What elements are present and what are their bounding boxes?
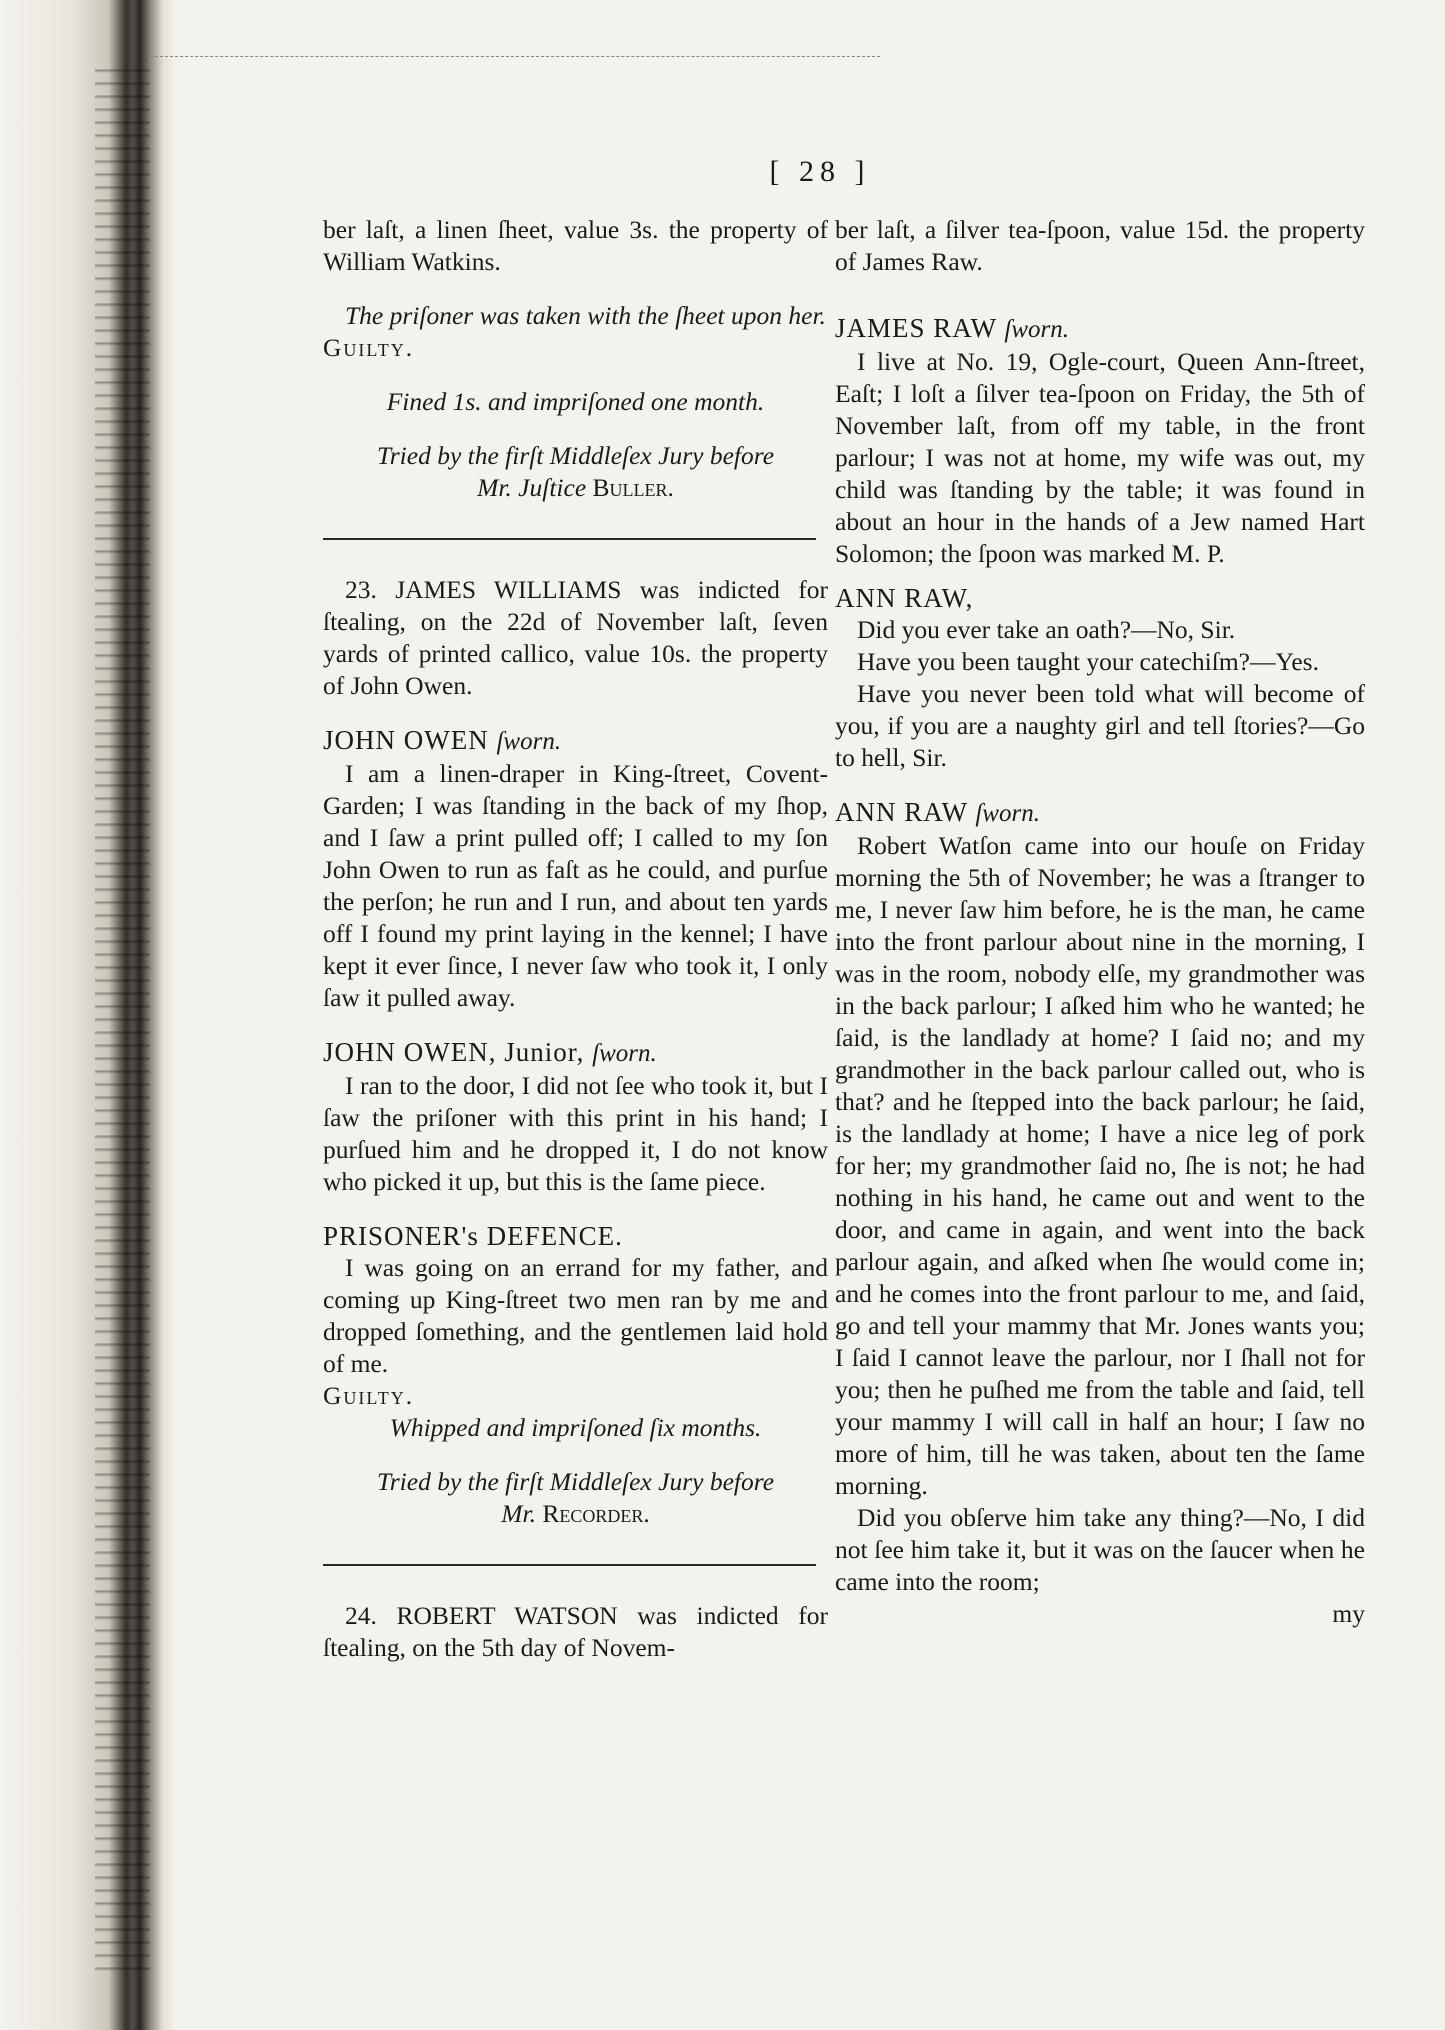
trial-note xyxy=(323,1466,828,1530)
witness-name: JOHN OWEN xyxy=(323,725,489,755)
sentence: Fined 1s. and impriſoned one month. xyxy=(386,387,765,416)
examination-line: Did you obſerve him take any thing?—No, I did not ſee him take it, but it was on the ſaucer when he came into the room; xyxy=(835,1503,1365,1596)
sentence: Whipped and impriſoned ſix months. xyxy=(389,1413,762,1442)
case-23-indictment: 23. JAMES WILLIAMS was indicted for ſtealing, on the 22d of November laſt, ſeven yards of printed callico, value 10s. the property of John Owen. xyxy=(323,575,828,700)
sworn-label: ſworn. xyxy=(592,1040,657,1067)
defence-heading: PRISONER's DEFENCE. xyxy=(323,1221,623,1251)
continued-paragraph: ber laſt, a linen ſheet, value 3s. the property of William Watkins. xyxy=(323,215,828,276)
sworn-label: ſworn. xyxy=(496,728,562,755)
binding-stitch-marks xyxy=(95,60,150,1980)
sworn-label: ſworn. xyxy=(1004,316,1069,343)
top-edge-rule xyxy=(150,56,880,57)
witness-heading xyxy=(323,1036,828,1070)
trial-note xyxy=(323,440,828,504)
trial-note-judge-title: Mr. xyxy=(501,1499,536,1528)
trial-note-text: Tried by the firſt Middleſex Jury before xyxy=(376,1467,775,1496)
examination-line: Did you ever take an oath?—No, Sir. xyxy=(857,615,1236,644)
right-column xyxy=(835,214,1365,1630)
trial-note-judge-name: Buller. xyxy=(592,473,674,502)
page-number: [ 28 ] xyxy=(769,155,871,188)
witness-name: ANN RAW xyxy=(835,797,968,827)
witness-heading xyxy=(323,724,828,758)
witness-name: JOHN OWEN, Junior, xyxy=(323,1037,585,1067)
case-24-indictment: 24. ROBERT WATSON was indicted for ſtealing, on the 5th day of Novem- xyxy=(323,1601,828,1662)
trial-note-judge-title: Mr. Juſtice xyxy=(477,473,587,502)
witness-testimony: I live at No. 19, Ogle-court, Queen Ann-ſtreet, Eaſt; I loſt a ſilver tea-ſpoon on Friday, the 5th of November laſt, from off my table, in the front parlour; I was not at home, my wife was out, my child was ſtanding by the table; it was found in about an hour in the hands of a Jew named Hart Solomon; the ſpoon was marked M. P. xyxy=(835,347,1365,568)
trial-note-text: Tried by the firſt Middleſex Jury before xyxy=(376,441,775,470)
witness-heading: ANN RAW, xyxy=(835,583,974,613)
examination-line: Have you been taught your catechiſm?—Yes. xyxy=(857,647,1319,676)
witness-name: JAMES RAW xyxy=(835,313,997,343)
examination-line: Have you never been told what will become of you, if you are a naughty girl and tell ſtories?—Go to hell, Sir. xyxy=(835,679,1365,772)
continued-paragraph: ber laſt, a ſilver tea-ſpoon, value 15d. the property of James Raw. xyxy=(835,215,1365,276)
catchword: my xyxy=(1332,1599,1365,1628)
witness-testimony: I am a linen-draper in King-ſtreet, Covent-Garden; I was ſtanding in the back of my ſhop, and I ſaw a print pulled off; I called to my ſon John Owen to run as faſt as he could, and purſue the perſon; he run and I run, and about ten yards off I found my print laying in the kennel; I have kept it ever ſince, I never ſaw who took it, I only ſaw it pulled away. xyxy=(323,759,828,1012)
witness-heading xyxy=(835,796,1365,830)
verdict-guilty: Guilty. xyxy=(323,333,415,362)
witness-heading xyxy=(835,312,1365,346)
verdict-guilty: Guilty. xyxy=(323,1381,415,1410)
case-note: The priſoner was taken with the ſheet upon her. xyxy=(345,301,826,330)
defence-statement: I was going on an errand for my father, and coming up King-ſtreet two men ran by me and dropped ſomething, and the gentlemen laid hold of me. xyxy=(323,1253,828,1378)
sworn-label: ſworn. xyxy=(975,800,1040,827)
left-column xyxy=(323,214,828,1664)
trial-note-judge-name: Recorder. xyxy=(542,1499,650,1528)
witness-testimony: I ran to the door, I did not ſee who took it, but I ſaw the priſoner with this print in his hand; I purſued him and he dropped it, I do not know who picked it up, but this is the ſame piece. xyxy=(323,1071,828,1196)
witness-testimony: Robert Watſon came into our houſe on Friday morning the 5th of November; he was a ſtranger to me, I never ſaw him before, he is the man, he came into the front parlour about nine in the morning, I was in the room, nobody elſe, my grandmother was in the back parlour; I aſked him who he wanted; he ſaid, is the landlady at home? I ſaid no; and my grandmother in the back parlour called out, who is that? and he ſtepped into the back parlour; he ſaid, is the landlady at home; I have a nice leg of pork for her; my grandmother ſaid no, ſhe is not; he had nothing in his hand, he came out and went to the door, and came in again, and went into the back parlour again, and aſked when ſhe would come in; and he comes into the front parlour to me, and ſaid, go and tell your mammy that Mr. Jones wants you; I ſaid I cannot leave the parlour, nor I ſhall not for you; then he puſhed me from the table and ſaid, tell your mammy I will call in half an hour; I ſaw no more of him, till he was taken, about ten the ſame morning. xyxy=(835,831,1365,1500)
